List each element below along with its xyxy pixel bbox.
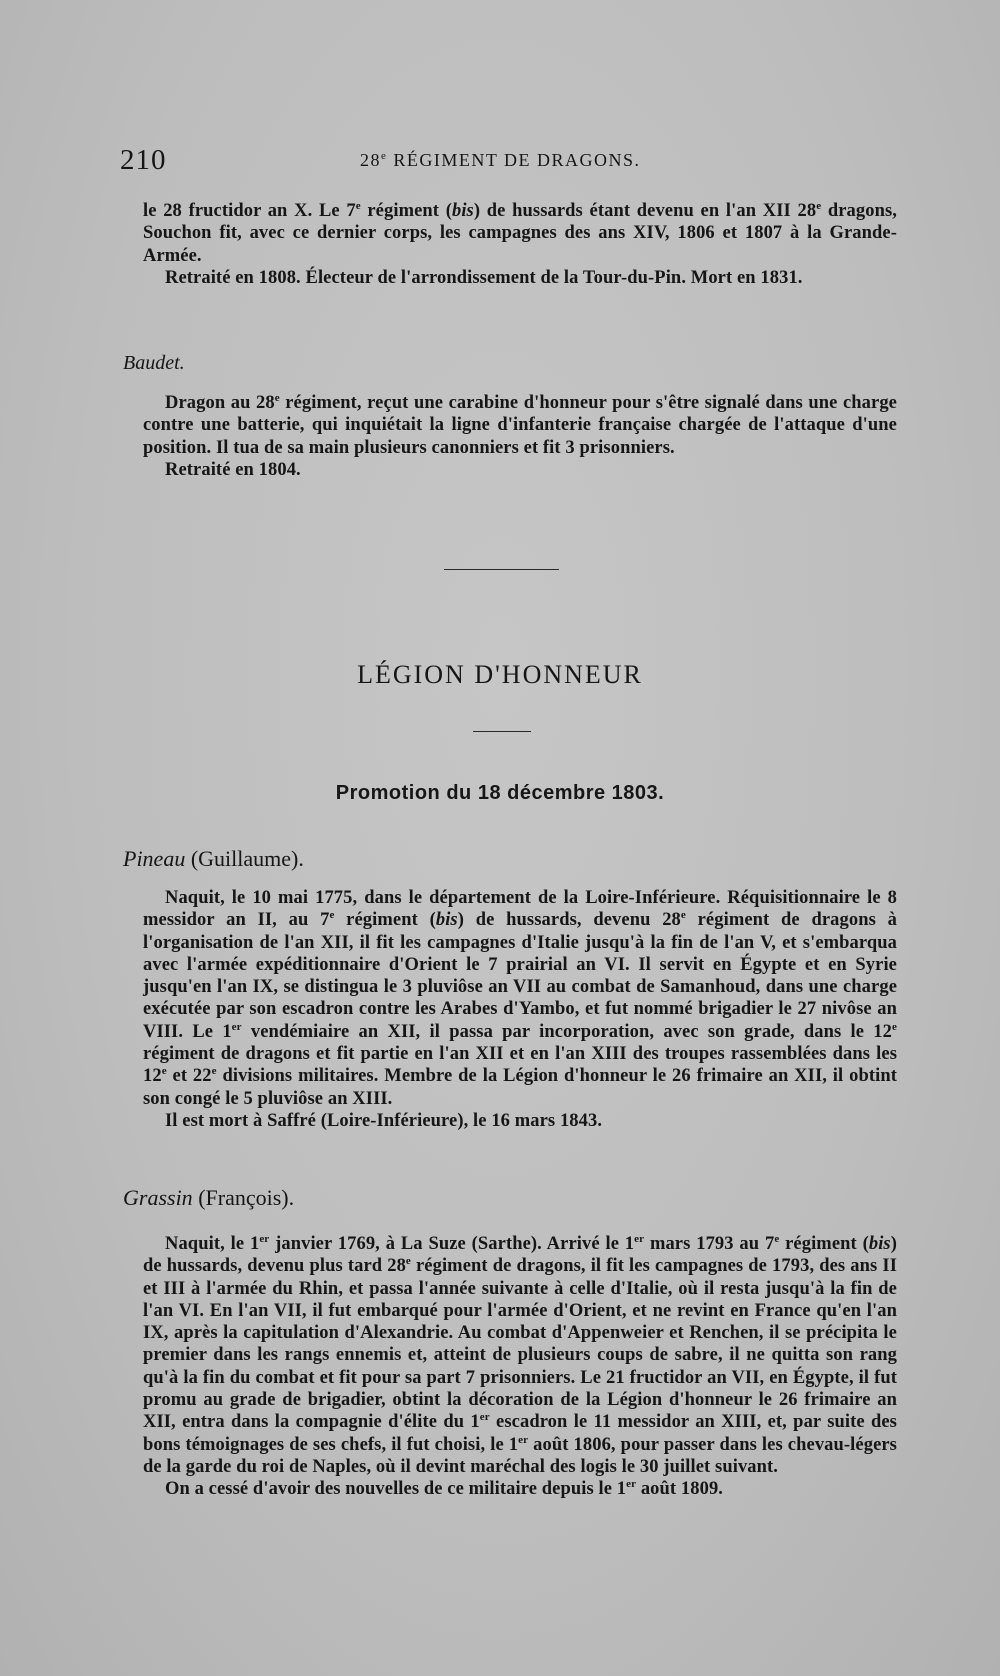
page-number: 210 xyxy=(120,144,167,176)
pineau-paragraph-1: Naquit, le 10 mai 1775, dans le département de la Loire-Inférieure. Réquisitionnaire le 8 messidor an II, au 7e régiment (bis) de hussards, devenu 28e régiment de dragons à l'organisation de l'an XII, il fit les campagnes d'Italie jusqu'à la fin de l'an V, et s'embarqua avec l'armée expéditionnaire d'Orient le 7 prairial an VI. Il servit en Égypte et en Syrie jusqu'en l'an IX, se distingua le 3 pluviôse an VII au combat de Samanhoud, dans une charge exécutée par son escadron contre les Arabes d'Yambo, et fut nommé brigadier le 27 nivôse an VIII. Le 1er vendémiaire an XII, il passa par incorporation, avec son grade, dans le 12e régiment de dragons et fit partie en l'an XII et en l'an XIII des troupes rassemblées dans les 12e et 22e divisions militaires. Membre de la Légion d'honneur le 26 frimaire an XII, il obtint son congé le 5 pluviôse an XIII. xyxy=(143,888,897,1109)
entry-body-pineau xyxy=(143,887,897,1132)
pineau-paragraph-2: Il est mort à Saffré (Loire-Inférieure), le 16 mars 1843. xyxy=(165,1110,603,1131)
baudet-paragraph-1: Dragon au 28e régiment, reçut une carabine d'honneur pour s'être signalé dans une charge contre une batterie, qui inquiétait la ligne d'infanterie française chargée de l'attaque d'une position. Il tua de sa main plusieurs canonniers et fit 3 prisonniers. xyxy=(143,391,897,458)
entry-body-grassin xyxy=(143,1233,897,1501)
separator-rule xyxy=(444,569,559,570)
running-head xyxy=(0,144,1000,178)
entry-name-baudet: Baudet. xyxy=(123,352,185,374)
running-title-text: RÉGIMENT DE DRAGONS. xyxy=(387,150,641,170)
promotion-title: Promotion du 18 décembre 1803. xyxy=(335,782,665,804)
grassin-paragraph-1: Naquit, le 1er janvier 1769, à La Suze (Sarthe). Arrivé le 1er mars 1793 au 7e régiment (bis) de hussards, devenu plus tard 28e régiment de dragons, il fit les campagnes de 1793, des ans II et III à l'armée du Rhin, et passa l'année suivante à celle d'Italie, où il resta jusqu'à la fin de l'an VI. En l'an VII, il fut embarqué pour l'armée d'Orient, et ne revint en France qu'en l'an IX, après la capitulation d'Alexandrie. Au combat d'Appenweier et Renchen, il se précipita le premier dans les rangs ennemis et, atteint de plusieurs coups de sabre, il ne quitta son rang qu'à la fin du combat et fit pour sa part 7 prisonniers. Le 21 fructidor an VII, en Égypte, il fut promu au grade de brigadier, obtint la décoration de la Légion d'honneur le 26 frimaire an XII, entra dans la compagnie d'élite du 1er escadron le 11 messidor an XIII, et, par suite des bons témoignages de ses chefs, il fut choisi, le 1er août 1806, pour passer dans les chevau-légers de la garde du roi de Naples, où il devint maréchal des logis le 30 juillet suivant. xyxy=(143,1232,897,1477)
section-rule xyxy=(473,731,531,732)
entry-body-baudet xyxy=(143,392,897,481)
continued-entry xyxy=(143,200,897,289)
continued-paragraph-2: Retraité en 1808. Électeur de l'arrondissement de la Tour-du-Pin. Mort en 1831. xyxy=(165,267,803,288)
running-title-sup: e xyxy=(381,150,388,162)
running-title xyxy=(360,150,641,171)
baudet-paragraph-2: Retraité en 1804. xyxy=(165,459,301,480)
entry-name-pineau: Pineau (Guillaume). xyxy=(123,846,304,871)
grassin-paragraph-2: On a cessé d'avoir des nouvelles de ce militaire depuis le 1er août 1809. xyxy=(165,1478,724,1500)
entry-name-grassin: Grassin (François). xyxy=(123,1185,295,1210)
section-title: LÉGION D'HONNEUR xyxy=(357,660,643,689)
continued-paragraph-1: le 28 fructidor an X. Le 7e régiment (bis) de hussards étant devenu en l'an XII 28e dragons, Souchon fit, avec ce dernier corps, les campagnes des ans XIV, 1806 et 1807 à la Grande-Armée. xyxy=(143,199,898,266)
running-title-number: 28 xyxy=(360,150,381,170)
